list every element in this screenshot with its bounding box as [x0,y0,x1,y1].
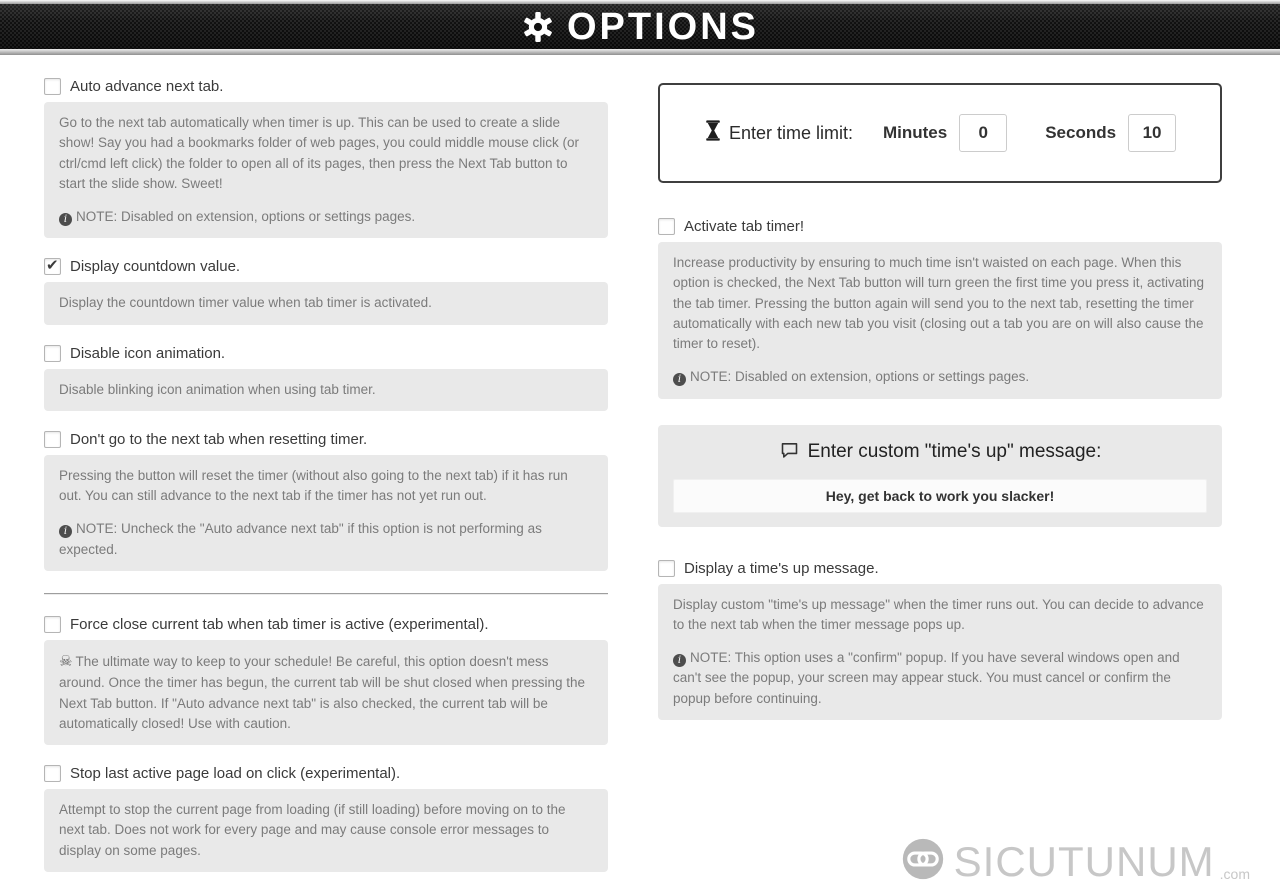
description-text: Increase productivity by ensuring to much time isn't waisted on each page. When this option is checked, the Next Tab button will turn green the first time you press it, activating the tab timer. Pressing the button again will send you to the next tab, resetting the timer automatically with each new tab you visit (closing out a tab you are on will also cause the timer to reset). [673,255,1205,351]
option-description [44,455,608,571]
seconds-label: Seconds [1045,123,1117,142]
option-label: Stop last active page load on click (experimental). [70,765,401,782]
option-display-countdown [44,258,608,324]
note-text: NOTE: This option uses a "confirm" popup. If you have several windows open and can't see the popup, your screen may appear stuck. You must cancel or confirm the popup before continuing. [673,650,1180,706]
option-activate-tab-timer-row[interactable] [658,218,1222,235]
option-description [44,282,608,324]
force-close-tab-checkbox[interactable] [44,616,61,633]
option-auto-advance-row[interactable] [44,78,608,95]
description-text: Disable blinking icon animation when using tab timer. [59,381,376,397]
note-text: NOTE: Disabled on extension, options or settings pages. [690,369,1030,385]
header-bottom-strip [0,49,1280,55]
option-description [44,640,608,745]
option-label: Force close current tab when tab timer is active (experimental). [70,615,489,633]
section-divider [44,593,608,594]
option-stop-page-load [44,765,608,872]
right-column [658,78,1222,892]
header-bar [0,4,1280,49]
option-label: Disable icon animation. [70,344,226,362]
custom-message-heading-wrap [673,439,1207,466]
option-dont-go-next-tab [44,431,608,571]
auto-advance-checkbox[interactable] [44,78,61,95]
custom-message-heading: Enter custom "time's up" message: [807,441,1102,462]
page-title: OPTIONS [566,5,760,48]
option-description [658,584,1222,720]
description-text: Display the countdown timer value when tab timer is activated. [59,295,432,311]
display-countdown-checkbox[interactable] [44,258,61,275]
display-times-up-checkbox[interactable] [658,560,675,577]
chain-link-logo-icon [901,837,945,886]
option-disable-icon-animation [44,345,608,411]
description-text: Pressing the button will reset the timer (without also going to the next tab) if it has run out. You can still advance to the next tab if the timer has not yet run out. [59,467,568,503]
option-label: Display countdown value. [70,258,241,276]
sicutunum-watermark [901,837,1250,886]
gear-icon [521,10,555,44]
skull-icon [59,653,72,670]
option-display-times-up-row[interactable] [658,560,1222,577]
minutes-input[interactable] [959,114,1007,152]
note-text: NOTE: Uncheck the "Auto advance next tab" if this option is not performing as expected. [59,521,542,557]
time-limit-label-wrap [704,119,853,147]
options-content [0,55,1280,892]
speech-bubble-icon [779,439,800,466]
option-label: Auto advance next tab. [70,78,224,95]
option-display-times-up [658,560,1222,720]
option-description [44,369,608,411]
minutes-label: Minutes [882,123,948,142]
seconds-input[interactable] [1128,114,1176,152]
option-activate-tab-timer [658,218,1222,399]
dont-go-next-tab-checkbox[interactable] [44,431,61,448]
info-icon [59,525,72,538]
option-disable-icon-animation-row[interactable] [44,345,608,362]
left-column [44,78,608,892]
info-icon [673,654,686,667]
option-label: Don't go to the next tab when resetting timer. [70,430,368,448]
description-text: The ultimate way to keep to your schedule! Be careful, this option doesn't mess around. Once the timer has begun, the current tab will be shut closed when pressing the Next Tab button. If "Auto advance next tab" is also checked, the current tab will be automatically closed! Use with caution. [59,653,586,731]
watermark-tld: .com [1219,866,1250,882]
option-description [44,102,608,238]
custom-message-box [658,425,1222,527]
note-text: NOTE: Disabled on extension, options or settings pages. [76,209,416,224]
stop-page-load-checkbox[interactable] [44,765,61,782]
watermark-name: SICUTUNUM [953,837,1215,885]
info-icon [673,373,686,386]
option-display-countdown-row[interactable] [44,258,608,275]
page-header [0,0,1280,55]
option-auto-advance [44,78,608,238]
disable-icon-animation-checkbox[interactable] [44,345,61,362]
option-dont-go-next-tab-row[interactable] [44,431,608,448]
info-icon [59,213,72,226]
option-force-close-tab-row[interactable] [44,616,608,633]
description-text: Attempt to stop the current page from loading (if still loading) before moving on to the next tab. Does not work for every page and may cause console error messages to display on some pages. [59,802,566,858]
custom-message-input[interactable] [673,479,1207,513]
option-label: Display a time's up message. [684,559,879,577]
time-limit-box [658,83,1222,183]
option-label: Activate tab timer! [684,218,805,235]
description-text: Go to the next tab automatically when timer is up. This can be used to create a slide show! Say you had a bookmarks folder of web pages, you could middle mouse click (or ctrl/cmd left click) the folder to open all of its pages, then press the Next Tab button to start the slide show. Sweet! [59,115,580,191]
activate-tab-timer-checkbox[interactable] [658,218,675,235]
option-description [44,789,608,872]
description-text: Display custom "time's up message" when the timer runs out. You can decide to advance to the next tab when the timer message pops up. [673,596,1204,632]
option-force-close-tab [44,616,608,745]
time-limit-label: Enter time limit: [728,122,853,143]
option-description [658,242,1222,399]
hourglass-icon [704,119,722,147]
option-stop-page-load-row[interactable] [44,765,608,782]
